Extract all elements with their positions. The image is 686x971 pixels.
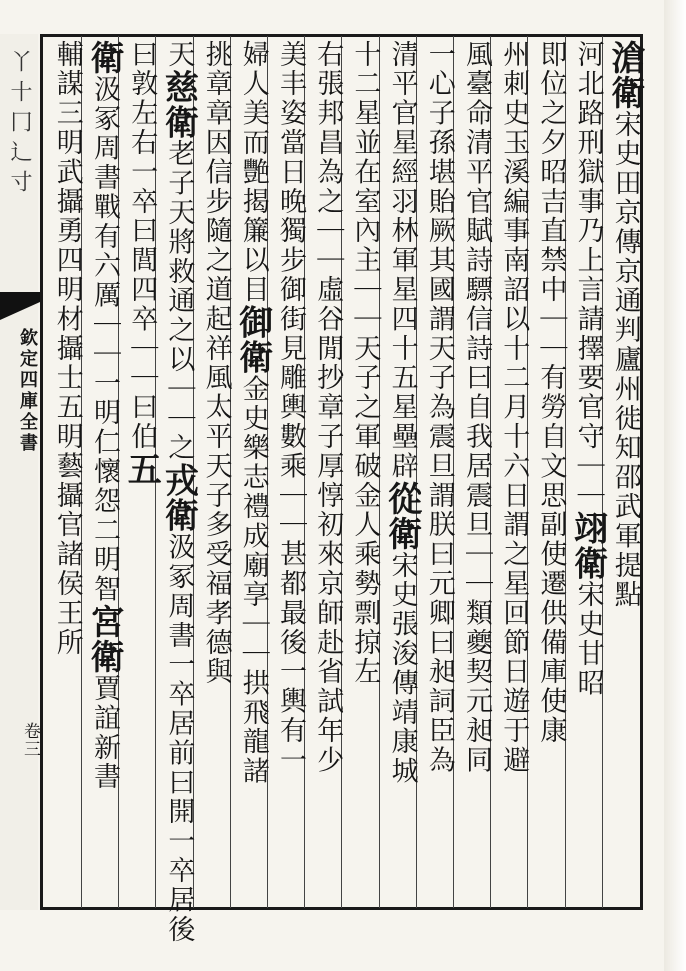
entry-text: 通之以｜｜之 [163, 286, 195, 463]
entry-heading: 五 [121, 451, 162, 487]
entry-text: 右張邦昌為之｜｜虛谷閒抄章子厚惇初來京師赴省試年少 [312, 40, 344, 775]
entry-text: 婦人美而艷揭簾以目 [237, 40, 269, 305]
margin-page-number: 卷三 [20, 722, 40, 758]
entry-text: 汲冢周書戰有六厲｜｜一明仁懷怨二明智 [89, 75, 120, 605]
entry-text: 宋史甘昭 [572, 580, 604, 699]
scan-edge [664, 0, 686, 971]
entry-heading: 戎衛 [158, 462, 199, 533]
entry-text: 即位之夕昭吉直禁中｜｜有勞自文思副使遷供備庫使康 [535, 40, 567, 746]
entry-text: 老子天將救 [163, 139, 195, 287]
margin-fishtail [0, 292, 40, 302]
entry-heading: 滄衛 [604, 40, 645, 110]
entry-heading: 御衛 [232, 304, 273, 375]
entry-text: 輔謀三明武攝勇四明材攝士五明藝攝官 [51, 40, 83, 540]
entry-heading: 從衛 [381, 481, 422, 551]
margin-fragment: 丫十冂辶寸 [7, 50, 32, 200]
entry-text: 宋史田京傳京通判廬州徙知邵武軍提點 [609, 110, 641, 610]
margin-book-title: 欽定四庫全書 [17, 328, 38, 454]
entry-heading: 宮衛 [84, 604, 124, 675]
entry-text: 天 [163, 40, 195, 70]
entry-text: 清平官星經羽林軍星四十五星壘辟 [386, 40, 418, 481]
entry-text: 金史樂志禮成廟享｜｜拱飛龍諸 [237, 374, 269, 787]
entry-text: 諸侯王所 [51, 539, 83, 658]
entry-text: 賈誼新書 [89, 674, 120, 792]
text-column [45, 40, 89, 906]
entry-heading: 衛 [84, 40, 124, 75]
entry-heading: 慈衛 [158, 69, 199, 140]
margin-fishtail-wedge [0, 302, 40, 320]
entry-text: 破金人乘勢剽掠左 [349, 451, 381, 687]
entry-text: 道起祥風太平天子多受福孝德與 [200, 275, 232, 687]
entry-text: 汲冢周書一卒居前曰開一卒居後 [163, 532, 195, 945]
entry-heading: 翊衛 [567, 510, 608, 581]
entry-text: 州刺史玉溪編事南詔以十二月十六日謂之星回節日遊于避 [498, 40, 530, 775]
entry-text: 宋史張浚傳靖康城 [386, 551, 418, 787]
entry-text: 一心子孫堪貽厥其國謂天子為震旦謂朕曰元卿曰昶詞臣為 [423, 40, 455, 775]
entry-text: 十二星並在室內主｜｜天子之軍 [349, 40, 381, 452]
entry-text: 河北路刑獄事乃上言請擇要官守｜｜ [572, 40, 604, 511]
entry-text: 挑章章因信步隨之 [200, 40, 232, 276]
entry-text: 美丰姿當日晚獨步御街見雕輿數乘｜｜甚都最後一輿有一 [275, 40, 306, 775]
entry-text: 風臺命清平官賦詩驃信詩曰自我居震旦｜｜類夔契元昶同 [461, 40, 492, 775]
entry-text: 曰敦左右一卒曰閭四卒｜｜曰伯 [126, 40, 158, 452]
